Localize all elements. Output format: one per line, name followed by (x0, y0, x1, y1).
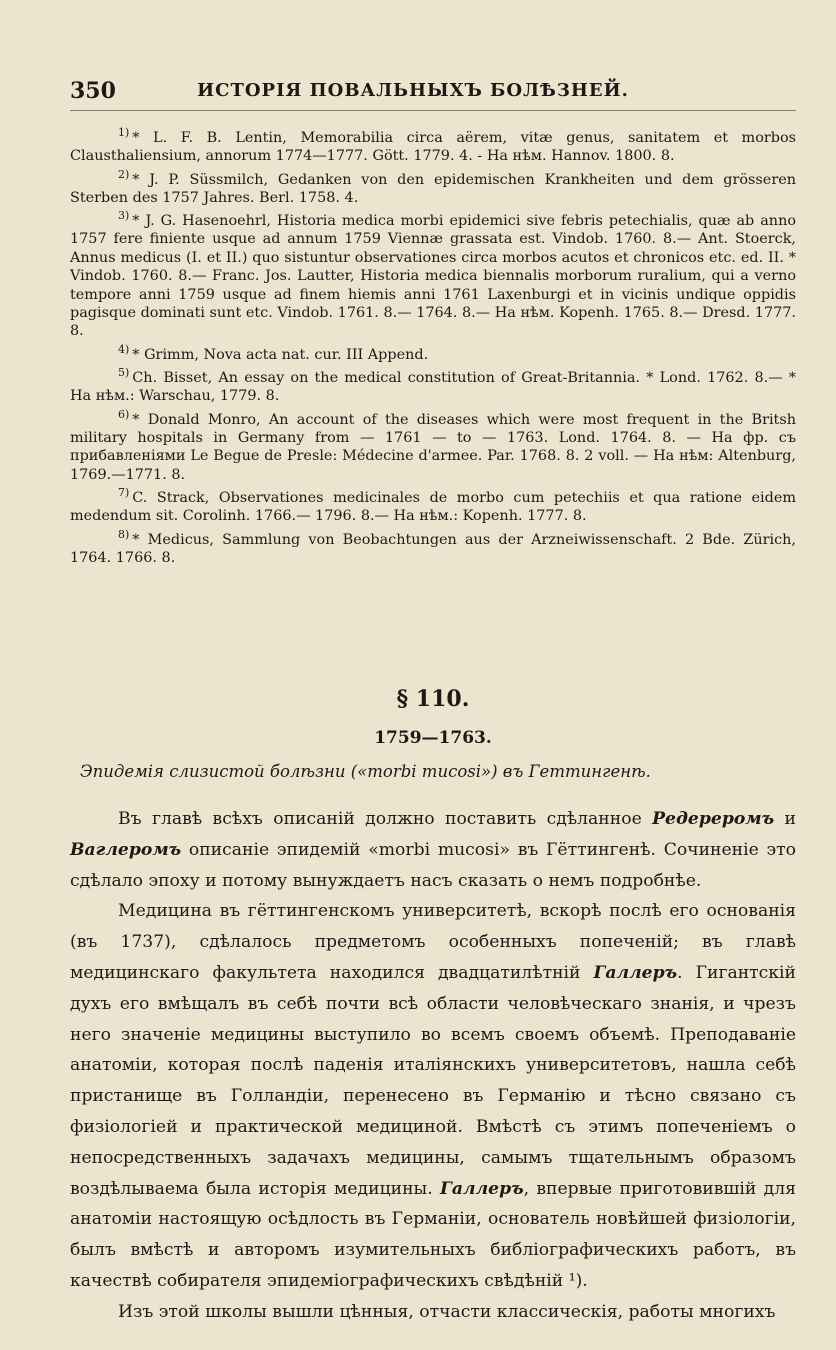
header-rule (70, 110, 796, 111)
footnote (70, 166, 796, 208)
footnote-mark: 1) (118, 126, 130, 139)
section-heading (70, 686, 796, 781)
footnote-text: * J. G. Hasenoehrl, Historia medica morbi epidemici sive febris petechialis, quæ ab anno 1757 fere finiente usque ad annum 1759 Viennæ grassata est. Vindob. 1760. 8.— Ant. Stoerck, Annus medicus (I. et II.) quo sistuntur observationes circa morbos acutos et chronicos etc. ed. II. * Vindob. 1760. 8.— Franc. Jos. Lautter, Historia medica biennalis morborum ruralium, qui a verno tempore anni 1759 usque ad finem hiemis anni 1761 Laxenburgi et in vicinis undique oppidis pagisque dominati sunt etc. Vindob. 1761. 8.— 1764. 8.— На нѣм. Kopenh. 1765. 8.— Dresd. 1777. 8. (70, 213, 796, 340)
footnote (70, 124, 796, 166)
body-paragraph: Въ главѣ всѣхъ описаній должно поставить сдѣланное Редереромъ и Ваглеромъ описаніе эпидемій «morbi mucosi» въ Гёттингенѣ. Сочиненіе это сдѣлало эпоху и потому вынуждаетъ насъ сказать о немъ подробнѣе. (70, 809, 796, 891)
footnote-text: * Grimm, Nova acta nat. cur. III Append. (132, 346, 429, 363)
body-paragraph: Медицина въ гёттингенскомъ университетѣ, вскорѣ послѣ его основанія (въ 1737), сдѣлалось предметомъ особенныхъ попеченій; въ главѣ медицинскаго факультета находился двадцатилѣтній Галлеръ. Гигантскій духъ его вмѣщалъ въ себѣ почти всѣ области человѣческаго знанія, и чрезъ него значеніе медицины выступило во всемъ своемъ объемѣ. Преподаваніе анатоміи, которая послѣ паденія италіянскихъ университетовъ, нашла себѣ пристанище въ Голландіи, перенесено въ Германію и тѣсно связано съ физіологіей и практической медициной. Вмѣстѣ съ этимъ попеченіемъ о непосредственныхъ задачахъ медицины, самымъ тщательнымъ образомъ воздѣлываема была исторія медицины. Галлеръ, впервые приготовившій для анатоміи настоящую осѣдлость въ Германіи, основатель новѣйшей физіологіи, былъ вмѣстѣ и авторомъ изумительныхъ библіографическихъ работъ, въ качествѣ собирателя эпидеміографическихъ свѣдѣній ¹). (70, 901, 796, 1291)
page-header (70, 78, 796, 106)
footnote-text: * J. P. Süssmilch, Gedanken von den epidemischen Krankheiten und dem grösseren Sterben des 1757 Jahres. Berl. 1758. 4. (70, 171, 796, 206)
footnote-mark: 3) (118, 209, 130, 223)
footnote-mark: 8) (118, 527, 130, 541)
emphasized-name: Галлеръ (439, 1178, 524, 1199)
footnote (70, 364, 796, 406)
footnote (70, 406, 796, 484)
footnote-mark: 6) (118, 407, 130, 421)
footnote (70, 484, 796, 526)
footnote (70, 341, 796, 364)
body-paragraph: Изъ этой школы вышли цѣнныя, отчасти классическія, работы многихъ (118, 1301, 776, 1322)
footnote-text: * Donald Monro, An account of the diseases which were most frequent in the Britsh military hospitals in Germany from — 1761 — to — 1763. Lond. 1764. 8. — На фр. съ прибавленіями Le Begue de Presle: Médecine d'armee. Par. 1768. 8. 2 voll. — На нѣм: Altenburg, 1769.—1771. 8. (70, 411, 796, 483)
emphasized-name: Ваглеромъ (70, 839, 182, 860)
emphasized-name: Галлеръ (593, 962, 678, 983)
body-text (70, 804, 796, 1328)
running-title: ИСТОРІЯ ПОВАЛЬНЫХЪ БОЛѢЗНЕЙ. (197, 80, 629, 101)
section-number: § 110. (396, 686, 470, 712)
footnotes (70, 124, 796, 567)
page-number: 350 (70, 78, 116, 104)
footnote (70, 526, 796, 568)
footnote-text: Ch. Bisset, An essay on the medical constitution of Great-Britannia. * Lond. 1762. 8.— * На нѣм.: Warschau, 1779. 8. (70, 369, 796, 405)
section-years: 1759—1763. (374, 728, 492, 748)
footnote-mark: 4) (118, 342, 130, 356)
footnote-text: * Medicus, Sammlung von Beobachtungen aus der Arzneiwissenschaft. 2 Bde. Zürich, 1764. 1766. 8. (70, 531, 796, 566)
footnote-text: C. Strack, Observationes medicinales de morbo cum petechiis et qua ratione eidem medendum sit. Corolinh. 1766.— 1796. 8.— На нѣм.: Kopenh. 1777. 8. (70, 489, 796, 525)
footnote-text: * L. F. B. Lentin, Memorabilia circa aërem, vitæ genus, sanitatem et morbos Clausthaliensium, annorum 1774—1777. Gött. 1779. 4. - На нѣм. Hannov. 1800. 8. (70, 129, 796, 165)
footnote-mark: 7) (118, 486, 130, 500)
footnote-mark: 2) (118, 167, 130, 181)
section-subtitle: Эпидемія слизистой болѣзни («morbi mucosi») въ Геттингенѣ. (80, 762, 651, 781)
footnote (70, 207, 796, 341)
footnote-mark: 5) (118, 366, 130, 380)
emphasized-name: Редереромъ (652, 809, 775, 829)
